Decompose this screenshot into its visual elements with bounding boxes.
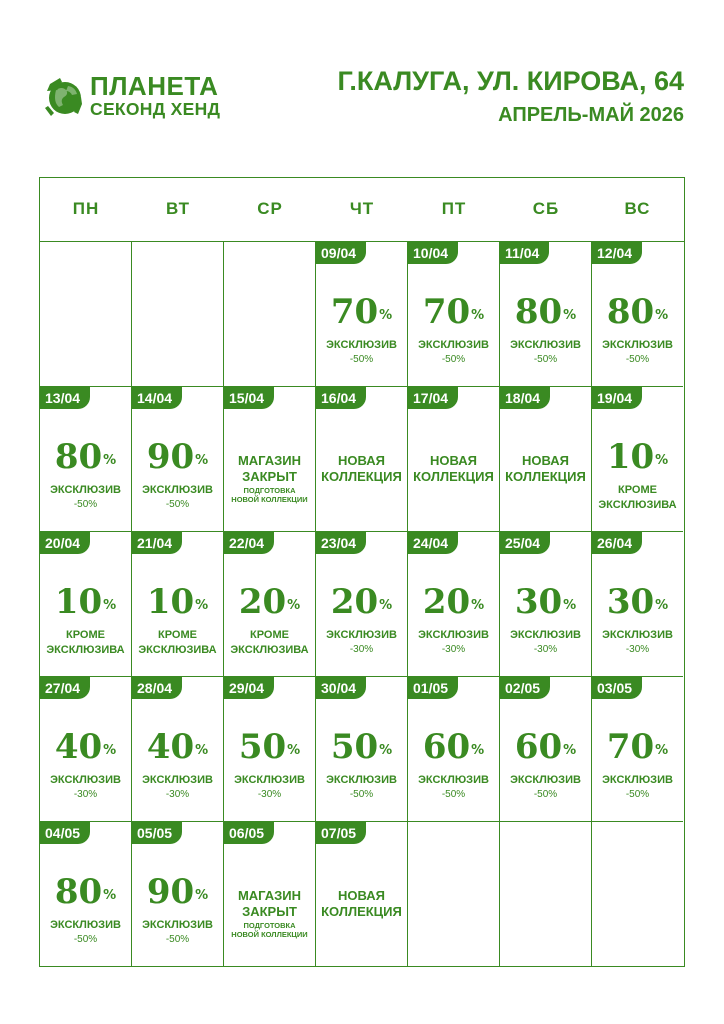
- discount-value: 60%: [422, 727, 485, 767]
- empty-day-cell: [500, 822, 592, 967]
- percent-sign: %: [103, 453, 117, 468]
- empty-day-cell: [40, 242, 132, 387]
- percent-sign: %: [379, 598, 393, 613]
- discount-note: ЭКСКЛЮЗИВА: [46, 644, 125, 656]
- date-badge: 14/04: [132, 387, 182, 409]
- discount-value: 30%: [606, 582, 669, 622]
- event-note-line: НОВОЙ КОЛЛЕКЦИИ: [231, 930, 308, 939]
- date-badge: 04/05: [40, 822, 90, 844]
- empty-day-cell: [592, 822, 683, 967]
- day-cell: [224, 677, 316, 822]
- day-cell: [132, 677, 224, 822]
- discount-value: 70%: [422, 292, 485, 332]
- day-cell: [316, 822, 408, 967]
- date-badge: 06/05: [224, 822, 274, 844]
- percent-sign: %: [655, 453, 669, 468]
- discount-label: ЭКСКЛЮЗИВ: [418, 339, 489, 351]
- discount-note: ЭКСКЛЮЗИВА: [230, 644, 309, 656]
- date-badge: 22/04: [224, 532, 274, 554]
- discount-note: -50%: [441, 789, 466, 800]
- percent-sign: %: [195, 453, 209, 468]
- day-cell: [592, 242, 683, 387]
- day-cell: [224, 532, 316, 677]
- weekday-label: ЧТ: [349, 199, 375, 218]
- discount-value: 30%: [514, 582, 577, 622]
- discount-label: ЭКСКЛЮЗИВ: [142, 919, 213, 931]
- brand-name-line2: СЕКОНД ХЕНД: [90, 99, 221, 119]
- date-badge: 20/04: [40, 532, 90, 554]
- event-title: НОВАЯ: [338, 888, 385, 903]
- discount-note: -30%: [73, 789, 98, 800]
- discount-note: -50%: [625, 354, 650, 365]
- discount-note: -30%: [257, 789, 282, 800]
- event-subtitle: КОЛЛЕКЦИЯ: [413, 469, 494, 484]
- event-subtitle: ЗАКРЫТ: [242, 469, 297, 484]
- date-badge: 11/04: [500, 242, 549, 264]
- date-badge: 17/04: [408, 387, 458, 409]
- discount-label: ЭКСКЛЮЗИВ: [50, 919, 121, 931]
- date-badge: 12/04: [592, 242, 642, 264]
- day-cell: [132, 822, 224, 967]
- day-cell: [316, 242, 408, 387]
- discount-note: -50%: [349, 789, 374, 800]
- brand-name-line1: ПЛАНЕТА: [90, 71, 219, 101]
- discount-value: 60%: [514, 727, 577, 767]
- discount-note: -50%: [73, 499, 98, 510]
- event-title: НОВАЯ: [338, 453, 385, 468]
- discount-label: ЭКСКЛЮЗИВ: [234, 774, 305, 786]
- discount-label: ЭКСКЛЮЗИВ: [418, 774, 489, 786]
- date-badge: 19/04: [592, 387, 642, 409]
- discount-note: -50%: [165, 934, 190, 945]
- percent-sign: %: [655, 743, 669, 758]
- percent-sign: %: [103, 598, 117, 613]
- discount-label: КРОМЕ: [618, 484, 657, 496]
- discount-label: ЭКСКЛЮЗИВ: [142, 484, 213, 496]
- discount-value: 70%: [330, 292, 393, 332]
- weekday-label: ВТ: [165, 199, 190, 218]
- date-badge: 10/04: [408, 242, 458, 264]
- discount-label: ЭКСКЛЮЗИВ: [510, 774, 581, 786]
- discount-label: ЭКСКЛЮЗИВ: [326, 774, 397, 786]
- empty-day-cell: [132, 242, 224, 387]
- event-note-line: ПОДГОТОВКА: [243, 486, 296, 495]
- discount-note: -30%: [349, 644, 374, 655]
- discount-value: 90%: [146, 872, 209, 912]
- event-title: НОВАЯ: [430, 453, 477, 468]
- date-badge: 05/05: [132, 822, 182, 844]
- discount-note: -30%: [441, 644, 466, 655]
- percent-sign: %: [563, 743, 577, 758]
- discount-value: 90%: [146, 437, 209, 477]
- percent-sign: %: [103, 888, 117, 903]
- date-badge: 13/04: [40, 387, 90, 409]
- event-title: МАГАЗИН: [237, 453, 302, 468]
- percent-sign: %: [195, 888, 209, 903]
- discount-value: 20%: [238, 582, 301, 622]
- discount-note: -30%: [625, 644, 650, 655]
- date-badge: 03/05: [592, 677, 642, 699]
- discount-value: 20%: [422, 582, 485, 622]
- discount-note: -50%: [533, 789, 558, 800]
- discount-value: 50%: [238, 727, 301, 767]
- day-cell: [592, 387, 683, 532]
- day-cell: [132, 387, 224, 532]
- percent-sign: %: [471, 308, 485, 323]
- discount-note: -50%: [533, 354, 558, 365]
- discount-label: ЭКСКЛЮЗИВ: [602, 339, 673, 351]
- day-cell: [316, 677, 408, 822]
- discount-label: ЭКСКЛЮЗИВ: [602, 774, 673, 786]
- date-badge: 21/04: [132, 532, 182, 554]
- percent-sign: %: [471, 743, 485, 758]
- weekday-label: ВС: [624, 199, 651, 218]
- brand-logo: [42, 72, 242, 122]
- event-subtitle: КОЛЛЕКЦИЯ: [321, 469, 402, 484]
- day-cell: [40, 387, 132, 532]
- day-cell: [40, 822, 132, 967]
- weekday-label: ПН: [72, 199, 100, 218]
- weekday-label: СБ: [532, 199, 560, 218]
- date-badge: 01/05: [408, 677, 458, 699]
- discount-label: ЭКСКЛЮЗИВ: [50, 484, 121, 496]
- discount-value: 50%: [330, 727, 393, 767]
- day-cell: [408, 677, 500, 822]
- percent-sign: %: [287, 743, 301, 758]
- date-badge: 23/04: [316, 532, 366, 554]
- date-badge: 18/04: [500, 387, 550, 409]
- percent-sign: %: [471, 598, 485, 613]
- percent-sign: %: [563, 308, 577, 323]
- discount-note: -30%: [533, 644, 558, 655]
- date-badge: 27/04: [40, 677, 90, 699]
- date-badge: 29/04: [224, 677, 274, 699]
- day-cell: [316, 532, 408, 677]
- discount-label: ЭКСКЛЮЗИВ: [510, 339, 581, 351]
- discount-calendar: [39, 177, 685, 967]
- discount-label: КРОМЕ: [66, 629, 105, 641]
- calendar-period: АПРЕЛЬ-МАЙ 2026: [498, 104, 684, 126]
- date-badge: 24/04: [408, 532, 458, 554]
- percent-sign: %: [655, 598, 669, 613]
- day-cell: [40, 677, 132, 822]
- empty-day-cell: [224, 242, 316, 387]
- event-title: НОВАЯ: [522, 453, 569, 468]
- day-cell: [500, 242, 592, 387]
- store-address: Г.КАЛУГА, УЛ. КИРОВА, 64: [337, 66, 684, 96]
- discount-value: 10%: [606, 437, 669, 477]
- percent-sign: %: [287, 598, 301, 613]
- discount-value: 80%: [54, 437, 117, 477]
- discount-label: ЭКСКЛЮЗИВ: [418, 629, 489, 641]
- discount-value: 40%: [146, 727, 209, 767]
- discount-value: 80%: [54, 872, 117, 912]
- date-badge: 02/05: [500, 677, 550, 699]
- discount-note: -30%: [165, 789, 190, 800]
- day-cell: [224, 387, 316, 532]
- percent-sign: %: [379, 743, 393, 758]
- percent-sign: %: [103, 743, 117, 758]
- percent-sign: %: [655, 308, 669, 323]
- weekday-label: ПТ: [441, 199, 467, 218]
- weekday-header-row: [40, 178, 684, 242]
- date-badge: 26/04: [592, 532, 642, 554]
- percent-sign: %: [195, 743, 209, 758]
- discount-label: ЭКСКЛЮЗИВ: [326, 339, 397, 351]
- date-badge: 09/04: [316, 242, 366, 264]
- day-cell: [500, 532, 592, 677]
- day-cell: [316, 387, 408, 532]
- day-cell: [408, 387, 500, 532]
- date-badge: 07/05: [316, 822, 366, 844]
- discount-label: КРОМЕ: [250, 629, 289, 641]
- discount-note: ЭКСКЛЮЗИВА: [138, 644, 217, 656]
- discount-label: ЭКСКЛЮЗИВ: [142, 774, 213, 786]
- day-cell: [592, 532, 683, 677]
- discount-note: -50%: [165, 499, 190, 510]
- day-cell: [224, 822, 316, 967]
- event-title: МАГАЗИН: [237, 888, 302, 903]
- event-note-line: ПОДГОТОВКА: [243, 921, 296, 930]
- globe-recycle-icon: [42, 74, 88, 118]
- day-cell: [40, 532, 132, 677]
- discount-note: -50%: [73, 934, 98, 945]
- discount-note: -50%: [349, 354, 374, 365]
- discount-label: ЭКСКЛЮЗИВ: [326, 629, 397, 641]
- discount-value: 20%: [330, 582, 393, 622]
- event-note: [224, 921, 315, 939]
- discount-note: ЭКСКЛЮЗИВА: [598, 499, 677, 511]
- date-badge: 15/04: [224, 387, 274, 409]
- date-badge: 16/04: [316, 387, 366, 409]
- date-badge: 28/04: [132, 677, 182, 699]
- discount-value: 10%: [146, 582, 209, 622]
- event-subtitle: КОЛЛЕКЦИЯ: [505, 469, 586, 484]
- empty-day-cell: [408, 822, 500, 967]
- discount-value: 40%: [54, 727, 117, 767]
- discount-value: 80%: [514, 292, 577, 332]
- day-cell: [500, 387, 592, 532]
- event-subtitle: ЗАКРЫТ: [242, 904, 297, 919]
- date-badge: 30/04: [316, 677, 366, 699]
- discount-value: 10%: [54, 582, 117, 622]
- discount-note: -50%: [625, 789, 650, 800]
- percent-sign: %: [195, 598, 209, 613]
- day-cell: [592, 677, 683, 822]
- discount-value: 70%: [606, 727, 669, 767]
- day-cell: [408, 242, 500, 387]
- discount-label: ЭКСКЛЮЗИВ: [50, 774, 121, 786]
- percent-sign: %: [379, 308, 393, 323]
- day-cell: [500, 677, 592, 822]
- event-note-line: НОВОЙ КОЛЛЕКЦИИ: [231, 495, 308, 504]
- percent-sign: %: [563, 598, 577, 613]
- discount-value: 80%: [606, 292, 669, 332]
- discount-label: ЭКСКЛЮЗИВ: [510, 629, 581, 641]
- weekday-label: СР: [257, 199, 283, 218]
- event-note: [224, 486, 315, 504]
- discount-note: -50%: [441, 354, 466, 365]
- date-badge: 25/04: [500, 532, 550, 554]
- discount-label: КРОМЕ: [158, 629, 197, 641]
- day-cell: [408, 532, 500, 677]
- day-cell: [132, 532, 224, 677]
- discount-label: ЭКСКЛЮЗИВ: [602, 629, 673, 641]
- event-subtitle: КОЛЛЕКЦИЯ: [321, 904, 402, 919]
